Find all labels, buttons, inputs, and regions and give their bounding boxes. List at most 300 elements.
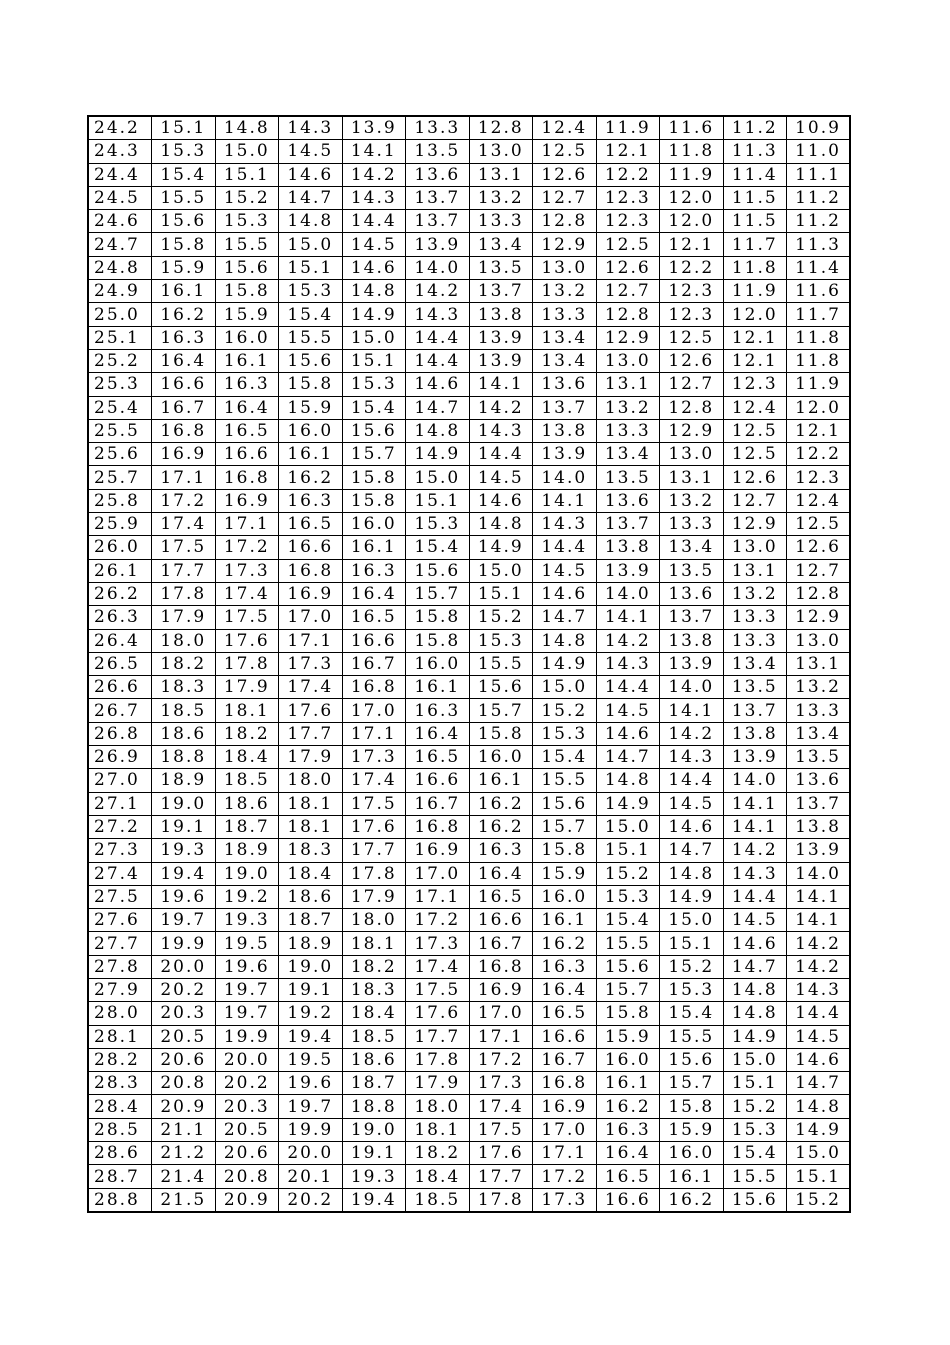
table-cell: 15.7 [469, 699, 533, 722]
table-row [88, 1025, 850, 1048]
table-row [88, 210, 850, 233]
table-cell: 15.3 [406, 513, 470, 536]
table-cell: 14.4 [723, 885, 787, 908]
table-cell: 20.0 [279, 1142, 343, 1165]
table-cell: 13.5 [406, 140, 470, 163]
table-cell: 15.3 [342, 373, 406, 396]
table-cell: 16.0 [279, 419, 343, 442]
table-cell: 16.3 [279, 489, 343, 512]
table-cell: 16.0 [215, 326, 279, 349]
table-cell: 17.3 [215, 559, 279, 582]
table-cell: 15.3 [469, 629, 533, 652]
row-key-cell: 26.0 [88, 536, 152, 559]
table-cell: 16.4 [342, 582, 406, 605]
table-cell: 15.5 [279, 326, 343, 349]
table-cell: 20.8 [215, 1165, 279, 1188]
table-cell: 17.6 [469, 1142, 533, 1165]
table-cell: 13.0 [723, 536, 787, 559]
table-cell: 14.3 [342, 186, 406, 209]
table-cell: 16.7 [342, 652, 406, 675]
row-key-cell: 27.6 [88, 909, 152, 932]
table-cell: 17.3 [533, 1188, 597, 1212]
table-cell: 15.4 [406, 536, 470, 559]
table-cell: 16.6 [152, 373, 216, 396]
table-cell: 16.3 [215, 373, 279, 396]
table-cell: 15.5 [723, 1165, 787, 1188]
table-row [88, 862, 850, 885]
table-cell: 19.7 [215, 1002, 279, 1025]
table-cell: 15.7 [342, 443, 406, 466]
table-cell: 16.0 [406, 652, 470, 675]
table-cell: 15.2 [723, 1095, 787, 1118]
table-cell: 10.9 [787, 116, 851, 140]
table-cell: 17.1 [215, 513, 279, 536]
table-cell: 12.1 [660, 233, 724, 256]
table-cell: 12.8 [596, 303, 660, 326]
table-cell: 15.1 [215, 163, 279, 186]
table-cell: 15.4 [596, 909, 660, 932]
table-row [88, 1095, 850, 1118]
table-cell: 15.1 [660, 932, 724, 955]
table-cell: 14.5 [279, 140, 343, 163]
table-cell: 16.4 [469, 862, 533, 885]
table-cell: 13.4 [660, 536, 724, 559]
table-cell: 16.9 [152, 443, 216, 466]
table-cell: 16.2 [660, 1188, 724, 1212]
table-cell: 18.1 [279, 815, 343, 838]
table-cell: 14.8 [723, 978, 787, 1001]
table-cell: 16.3 [533, 955, 597, 978]
table-cell: 18.1 [342, 932, 406, 955]
table-cell: 16.4 [406, 722, 470, 745]
table-cell: 16.8 [533, 1072, 597, 1095]
table-cell: 12.2 [596, 163, 660, 186]
table-cell: 13.7 [533, 396, 597, 419]
table-cell: 19.3 [342, 1165, 406, 1188]
table-cell: 13.4 [533, 349, 597, 372]
table-cell: 14.1 [723, 792, 787, 815]
table-row [88, 792, 850, 815]
table-cell: 15.4 [152, 163, 216, 186]
table-cell: 14.4 [533, 536, 597, 559]
table-cell: 14.3 [469, 419, 533, 442]
table-cell: 14.5 [533, 559, 597, 582]
table-cell: 15.3 [215, 210, 279, 233]
table-cell: 14.8 [215, 116, 279, 140]
table-cell: 15.5 [469, 652, 533, 675]
table-cell: 12.5 [596, 233, 660, 256]
table-cell: 14.1 [533, 489, 597, 512]
table-cell: 11.4 [723, 163, 787, 186]
table-cell: 15.3 [152, 140, 216, 163]
table-cell: 16.3 [469, 839, 533, 862]
table-cell: 18.0 [406, 1095, 470, 1118]
table-cell: 13.8 [533, 419, 597, 442]
table-cell: 17.4 [469, 1095, 533, 1118]
table-cell: 15.4 [660, 1002, 724, 1025]
table-cell: 12.3 [660, 303, 724, 326]
table-cell: 17.9 [152, 606, 216, 629]
table-cell: 15.4 [723, 1142, 787, 1165]
table-cell: 18.0 [152, 629, 216, 652]
table-cell: 12.7 [596, 280, 660, 303]
table-cell: 16.8 [406, 815, 470, 838]
table-cell: 15.6 [660, 1048, 724, 1071]
table-cell: 16.6 [279, 536, 343, 559]
row-key-cell: 24.6 [88, 210, 152, 233]
table-cell: 14.2 [596, 629, 660, 652]
table-cell: 15.4 [533, 746, 597, 769]
table-row [88, 373, 850, 396]
table-cell: 11.7 [723, 233, 787, 256]
table-cell: 15.6 [533, 792, 597, 815]
table-cell: 12.5 [723, 419, 787, 442]
table-cell: 13.8 [469, 303, 533, 326]
table-cell: 13.9 [787, 839, 851, 862]
table-cell: 12.3 [723, 373, 787, 396]
table-cell: 12.3 [596, 210, 660, 233]
table-cell: 14.5 [723, 909, 787, 932]
table-row [88, 699, 850, 722]
table-cell: 17.4 [342, 769, 406, 792]
row-key-cell: 26.9 [88, 746, 152, 769]
table-cell: 16.8 [215, 466, 279, 489]
table-cell: 20.0 [215, 1048, 279, 1071]
table-cell: 11.6 [660, 116, 724, 140]
table-cell: 14.6 [596, 722, 660, 745]
table-cell: 11.9 [723, 280, 787, 303]
table-cell: 13.3 [533, 303, 597, 326]
table-cell: 15.1 [279, 256, 343, 279]
table-cell: 17.7 [342, 839, 406, 862]
table-cell: 19.7 [279, 1095, 343, 1118]
table-cell: 16.8 [152, 419, 216, 442]
table-cell: 15.6 [596, 955, 660, 978]
table-row [88, 885, 850, 908]
table-cell: 13.9 [533, 443, 597, 466]
table-cell: 18.5 [342, 1025, 406, 1048]
table-cell: 14.4 [406, 326, 470, 349]
table-cell: 15.2 [469, 606, 533, 629]
table-cell: 14.1 [596, 606, 660, 629]
table-cell: 16.4 [596, 1142, 660, 1165]
row-key-cell: 27.1 [88, 792, 152, 815]
table-cell: 18.7 [215, 815, 279, 838]
table-cell: 18.4 [342, 1002, 406, 1025]
table-cell: 15.5 [596, 932, 660, 955]
table-cell: 11.5 [723, 186, 787, 209]
table-cell: 13.4 [469, 233, 533, 256]
table-cell: 16.4 [152, 349, 216, 372]
table-cell: 12.5 [723, 443, 787, 466]
table-row [88, 955, 850, 978]
table-cell: 16.9 [215, 489, 279, 512]
table-cell: 18.2 [215, 722, 279, 745]
row-key-cell: 28.2 [88, 1048, 152, 1071]
table-cell: 14.6 [469, 489, 533, 512]
table-cell: 17.9 [215, 676, 279, 699]
table-cell: 12.5 [533, 140, 597, 163]
table-cell: 17.6 [406, 1002, 470, 1025]
table-cell: 17.5 [215, 606, 279, 629]
table-cell: 11.2 [723, 116, 787, 140]
table-cell: 15.8 [469, 722, 533, 745]
table-cell: 20.3 [215, 1095, 279, 1118]
table-cell: 15.9 [533, 862, 597, 885]
table-cell: 21.1 [152, 1118, 216, 1141]
table-cell: 17.4 [215, 582, 279, 605]
table-cell: 14.2 [787, 932, 851, 955]
table-cell: 18.6 [215, 792, 279, 815]
table-cell: 17.7 [152, 559, 216, 582]
table-cell: 12.6 [787, 536, 851, 559]
table-cell: 14.1 [787, 885, 851, 908]
table-cell: 16.3 [342, 559, 406, 582]
table-cell: 13.3 [469, 210, 533, 233]
table-cell: 14.5 [342, 233, 406, 256]
table-cell: 16.8 [279, 559, 343, 582]
table-cell: 18.6 [279, 885, 343, 908]
table-cell: 19.0 [279, 955, 343, 978]
table-cell: 13.2 [533, 280, 597, 303]
table-cell: 13.9 [723, 746, 787, 769]
table-cell: 15.5 [533, 769, 597, 792]
table-cell: 13.1 [469, 163, 533, 186]
table-cell: 15.5 [215, 233, 279, 256]
row-key-cell: 26.1 [88, 559, 152, 582]
table-cell: 17.7 [469, 1165, 533, 1188]
table-cell: 16.5 [215, 419, 279, 442]
table-row [88, 1072, 850, 1095]
table-cell: 17.5 [152, 536, 216, 559]
table-cell: 11.6 [787, 280, 851, 303]
row-key-cell: 25.9 [88, 513, 152, 536]
table-cell: 14.2 [787, 955, 851, 978]
table-cell: 15.8 [342, 466, 406, 489]
table-cell: 14.2 [723, 839, 787, 862]
table-cell: 16.6 [533, 1025, 597, 1048]
table-cell: 13.4 [787, 722, 851, 745]
table-cell: 14.8 [660, 862, 724, 885]
table-cell: 17.6 [342, 815, 406, 838]
table-cell: 16.5 [533, 1002, 597, 1025]
row-key-cell: 25.7 [88, 466, 152, 489]
table-cell: 16.0 [660, 1142, 724, 1165]
table-cell: 13.9 [660, 652, 724, 675]
table-cell: 16.0 [342, 513, 406, 536]
row-key-cell: 27.2 [88, 815, 152, 838]
table-cell: 16.5 [469, 885, 533, 908]
table-cell: 18.8 [342, 1095, 406, 1118]
table-cell: 19.1 [279, 978, 343, 1001]
table-cell: 13.7 [406, 210, 470, 233]
table-cell: 19.7 [215, 978, 279, 1001]
table-cell: 13.9 [469, 326, 533, 349]
table-cell: 15.8 [215, 280, 279, 303]
table-cell: 14.7 [279, 186, 343, 209]
table-cell: 16.1 [596, 1072, 660, 1095]
table-cell: 16.7 [533, 1048, 597, 1071]
table-cell: 14.6 [787, 1048, 851, 1071]
table-cell: 20.2 [152, 978, 216, 1001]
table-cell: 14.6 [533, 582, 597, 605]
row-key-cell: 24.5 [88, 186, 152, 209]
table-cell: 13.0 [533, 256, 597, 279]
table-cell: 16.1 [660, 1165, 724, 1188]
row-key-cell: 26.3 [88, 606, 152, 629]
table-cell: 13.3 [406, 116, 470, 140]
row-key-cell: 27.8 [88, 955, 152, 978]
table-cell: 19.9 [152, 932, 216, 955]
table-cell: 18.3 [279, 839, 343, 862]
table-cell: 18.1 [215, 699, 279, 722]
table-cell: 11.5 [723, 210, 787, 233]
table-cell: 19.9 [215, 1025, 279, 1048]
table-cell: 14.3 [279, 116, 343, 140]
table-cell: 17.1 [342, 722, 406, 745]
table-cell: 16.3 [596, 1118, 660, 1141]
table-cell: 11.7 [787, 303, 851, 326]
table-cell: 12.0 [660, 210, 724, 233]
table-cell: 12.7 [787, 559, 851, 582]
table-cell: 14.8 [342, 280, 406, 303]
table-cell: 16.2 [469, 792, 533, 815]
table-cell: 12.9 [596, 326, 660, 349]
table-row [88, 1002, 850, 1025]
table-cell: 15.0 [723, 1048, 787, 1071]
table-cell: 14.8 [787, 1095, 851, 1118]
table-cell: 21.5 [152, 1188, 216, 1212]
row-key-cell: 25.1 [88, 326, 152, 349]
table-cell: 15.0 [406, 466, 470, 489]
table-cell: 12.3 [596, 186, 660, 209]
table-cell: 18.3 [342, 978, 406, 1001]
table-cell: 17.0 [279, 606, 343, 629]
table-cell: 19.5 [279, 1048, 343, 1071]
table-cell: 14.8 [469, 513, 533, 536]
table-cell: 17.7 [279, 722, 343, 745]
table-cell: 17.1 [406, 885, 470, 908]
table-cell: 13.2 [469, 186, 533, 209]
table-cell: 14.9 [596, 792, 660, 815]
table-cell: 13.7 [406, 186, 470, 209]
row-key-cell: 28.5 [88, 1118, 152, 1141]
row-key-cell: 27.9 [88, 978, 152, 1001]
table-cell: 16.1 [533, 909, 597, 932]
table-cell: 14.2 [406, 280, 470, 303]
table-cell: 20.6 [215, 1142, 279, 1165]
table-cell: 19.3 [152, 839, 216, 862]
table-cell: 18.4 [406, 1165, 470, 1188]
row-key-cell: 26.2 [88, 582, 152, 605]
table-cell: 14.6 [723, 932, 787, 955]
table-row [88, 676, 850, 699]
table-cell: 14.4 [342, 210, 406, 233]
table-cell: 12.8 [787, 582, 851, 605]
table-cell: 18.4 [215, 746, 279, 769]
table-cell: 16.9 [533, 1095, 597, 1118]
row-key-cell: 28.3 [88, 1072, 152, 1095]
table-cell: 13.8 [787, 815, 851, 838]
table-cell: 13.0 [469, 140, 533, 163]
table-cell: 12.4 [723, 396, 787, 419]
table-cell: 13.1 [787, 652, 851, 675]
table-cell: 14.2 [469, 396, 533, 419]
table-cell: 15.3 [723, 1118, 787, 1141]
table-cell: 13.5 [660, 559, 724, 582]
table-cell: 15.7 [406, 582, 470, 605]
table-row [88, 419, 850, 442]
table-cell: 12.2 [660, 256, 724, 279]
data-table [87, 115, 851, 1213]
table-cell: 16.2 [596, 1095, 660, 1118]
table-cell: 15.5 [660, 1025, 724, 1048]
table-cell: 15.6 [279, 349, 343, 372]
table-cell: 15.3 [596, 885, 660, 908]
table-cell: 18.0 [279, 769, 343, 792]
table-cell: 15.5 [152, 186, 216, 209]
table-cell: 14.8 [533, 629, 597, 652]
table-cell: 14.0 [406, 256, 470, 279]
table-cell: 17.3 [279, 652, 343, 675]
table-cell: 15.9 [660, 1118, 724, 1141]
table-cell: 14.4 [787, 1002, 851, 1025]
table-cell: 13.7 [723, 699, 787, 722]
table-cell: 12.5 [660, 326, 724, 349]
table-cell: 17.5 [469, 1118, 533, 1141]
table-cell: 15.6 [406, 559, 470, 582]
table-cell: 15.4 [279, 303, 343, 326]
table-cell: 14.3 [660, 746, 724, 769]
table-cell: 11.9 [787, 373, 851, 396]
table-cell: 15.8 [660, 1095, 724, 1118]
table-cell: 18.2 [152, 652, 216, 675]
table-cell: 16.1 [469, 769, 533, 792]
table-cell: 12.1 [596, 140, 660, 163]
table-cell: 19.6 [279, 1072, 343, 1095]
table-cell: 20.8 [152, 1072, 216, 1095]
table-row [88, 349, 850, 372]
table-cell: 12.4 [533, 116, 597, 140]
table-cell: 13.3 [660, 513, 724, 536]
row-key-cell: 28.7 [88, 1165, 152, 1188]
table-cell: 15.8 [342, 489, 406, 512]
table-row [88, 1188, 850, 1212]
table-row [88, 1118, 850, 1141]
table-cell: 17.2 [152, 489, 216, 512]
table-cell: 16.7 [469, 932, 533, 955]
table-cell: 11.8 [787, 326, 851, 349]
table-cell: 17.8 [342, 862, 406, 885]
table-cell: 12.8 [660, 396, 724, 419]
table-cell: 14.8 [279, 210, 343, 233]
row-key-cell: 25.6 [88, 443, 152, 466]
table-row [88, 815, 850, 838]
table-row [88, 256, 850, 279]
table-cell: 16.9 [279, 582, 343, 605]
table-cell: 17.6 [215, 629, 279, 652]
table-cell: 19.0 [215, 862, 279, 885]
table-cell: 16.6 [215, 443, 279, 466]
table-cell: 20.9 [215, 1188, 279, 1212]
table-cell: 12.7 [660, 373, 724, 396]
table-cell: 13.4 [533, 326, 597, 349]
table-cell: 14.2 [342, 163, 406, 186]
table-cell: 16.1 [406, 676, 470, 699]
table-row [88, 140, 850, 163]
table-row [88, 1048, 850, 1071]
table-cell: 19.4 [342, 1188, 406, 1212]
